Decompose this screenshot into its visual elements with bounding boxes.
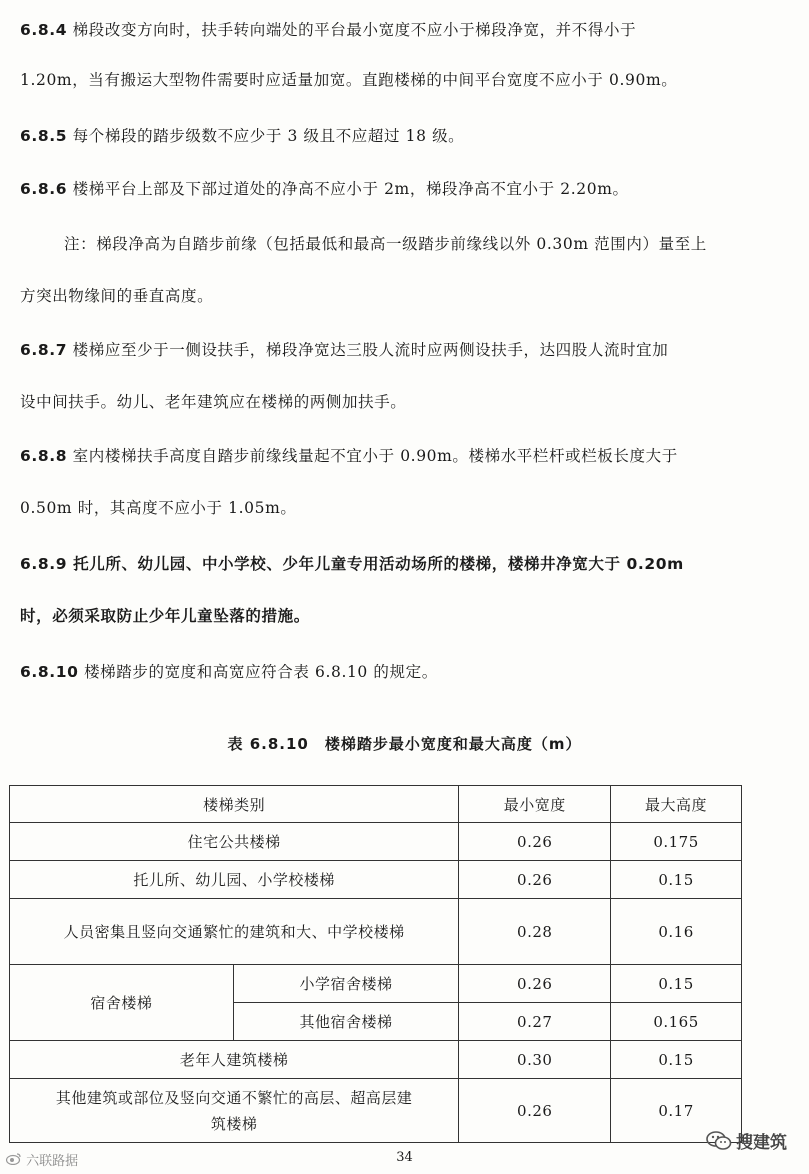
row-max-height: 0.175	[611, 823, 742, 861]
weibo-icon	[6, 1154, 26, 1169]
row-category: 住宅公共楼梯	[10, 823, 459, 861]
clause-text: 时，必须采取防止少年儿童坠落的措施。	[20, 607, 310, 625]
row-max-height: 0.15	[611, 1041, 742, 1079]
row-min-width: 0.30	[459, 1041, 611, 1079]
table-row	[10, 823, 742, 861]
row-category: 其他建筑或部位及竖向交通不繁忙的高层、超高层建筑楼梯	[10, 1079, 459, 1143]
watermark-right-text: 搜建筑	[736, 1133, 787, 1153]
note-text: 注：梯段净高为自踏步前缘（包括最低和最高一级踏步前缘线以外 0.30m 范围内）量至上	[64, 235, 707, 253]
clause-number: 6.8.8	[20, 447, 68, 465]
header-category: 楼梯类别	[10, 786, 459, 823]
clause-number: 6.8.6	[20, 180, 68, 198]
row-max-height: 0.16	[611, 899, 742, 965]
row-min-width: 0.28	[459, 899, 611, 965]
clause-text: 楼梯踏步的宽度和高宽应符合表 6.8.10 的规定。	[84, 663, 438, 681]
row-min-width: 0.26	[459, 1079, 611, 1143]
clause-text: 每个梯段的踏步级数不应少于 3 级且不应超过 18 级。	[72, 127, 465, 145]
header-min-width: 最小宽度	[459, 786, 611, 823]
row-subcategory: 小学宿舍楼梯	[233, 965, 459, 1003]
clause-text: 梯段改变方向时，扶手转向端处的平台最小宽度不应小于梯段净宽，并不得小于	[72, 21, 637, 39]
row-category: 托儿所、幼儿园、小学校楼梯	[10, 861, 459, 899]
table-caption: 表 6.8.10 楼梯踏步最小宽度和最大高度（m）	[227, 735, 582, 753]
clause-text: 设中间扶手。幼儿、老年建筑应在楼梯的两侧加扶手。	[20, 393, 407, 411]
table-row	[10, 1041, 742, 1079]
row-min-width: 0.26	[459, 965, 611, 1003]
clause-number: 6.8.4	[20, 21, 68, 39]
row-subcategory: 其他宿舍楼梯	[233, 1003, 459, 1041]
row-min-width: 0.26	[459, 823, 611, 861]
row-max-height: 0.165	[611, 1003, 742, 1041]
clause-number: 6.8.9	[20, 555, 68, 573]
watermark-left	[6, 1150, 78, 1169]
table-row	[10, 899, 742, 965]
clause-text: 0.50m 时，其高度不应小于 1.05m。	[20, 499, 297, 517]
clause-text: 室内楼梯扶手高度自踏步前缘线量起不宜小于 0.90m。楼梯水平栏杆或栏板长度大于	[72, 447, 678, 465]
row-min-width: 0.26	[459, 861, 611, 899]
clause-text: 托儿所、幼儿园、中小学校、少年儿童专用活动场所的楼梯，楼梯井净宽大于 0.20m	[73, 555, 684, 573]
row-category: 宿舍楼梯	[10, 965, 234, 1041]
clause-number: 6.8.7	[20, 341, 68, 359]
row-max-height: 0.17	[611, 1079, 742, 1143]
row-max-height: 0.15	[611, 965, 742, 1003]
watermark-right	[706, 1128, 787, 1153]
note-text: 方突出物缘间的垂直高度。	[20, 287, 214, 305]
table-header-row	[10, 786, 742, 823]
clause-text: 楼梯应至少于一侧设扶手，梯段净宽达三股人流时应两侧设扶手，达四股人流时宜加	[72, 341, 669, 359]
header-max-height: 最大高度	[611, 786, 742, 823]
clause-text: 1.20m，当有搬运大型物件需要时应适量加宽。直跑楼梯的中间平台宽度不应小于 0.90m。	[20, 71, 678, 89]
table-row	[10, 965, 742, 1003]
watermark-left-text: 六联路据	[26, 1154, 79, 1169]
row-category: 人员密集且竖向交通繁忙的建筑和大、中学校楼梯	[10, 899, 459, 965]
page-number: 34	[396, 1150, 413, 1165]
row-category: 老年人建筑楼梯	[10, 1041, 459, 1079]
row-max-height: 0.15	[611, 861, 742, 899]
clause-number: 6.8.10	[20, 663, 79, 681]
table-row	[10, 1079, 742, 1143]
wechat-icon	[706, 1131, 732, 1151]
row-min-width: 0.27	[459, 1003, 611, 1041]
table-row	[10, 861, 742, 899]
stair-table	[9, 785, 742, 1143]
clause-number: 6.8.5	[20, 127, 68, 145]
clause-text: 楼梯平台上部及下部过道处的净高不应小于 2m，梯段净高不宜小于 2.20m。	[72, 180, 629, 198]
